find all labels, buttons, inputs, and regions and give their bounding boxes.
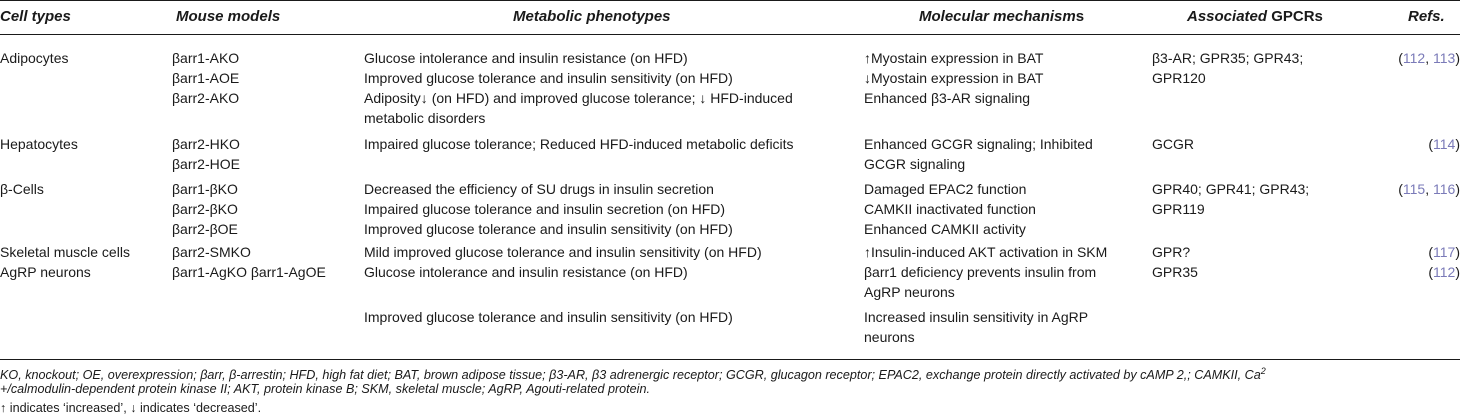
phenotypes-hepatocytes: Impaired glucose tolerance; Reduced HFD-induced metabolic deficits xyxy=(364,136,794,152)
phenotypes-agrp-neurons: Glucose intolerance and insulin resistance (on HFD) Improved glucose tolerance and insulin sensitivity (on HFD) xyxy=(364,264,733,325)
gpcrs-agrp-neurons: GPR35 xyxy=(1152,264,1198,280)
ref-link-117[interactable]: 117 xyxy=(1433,244,1456,260)
phenotypes-skeletal-muscle: Mild improved glucose tolerance and insulin sensitivity (on HFD) xyxy=(364,244,762,260)
refs-agrp-neurons: (112) xyxy=(1428,264,1460,280)
models-skeletal-muscle: βarr2-SMKO xyxy=(172,244,251,260)
refs-hepatocytes: (114) xyxy=(1428,136,1460,152)
cell-type-hepatocytes: Hepatocytes xyxy=(0,136,78,152)
mechanisms-beta-cells: Damaged EPAC2 function CAMKII inactivated function Enhanced CAMKII activity xyxy=(864,181,1036,237)
header-cell-types: Cell types xyxy=(0,8,71,25)
cell-type-skeletal-muscle: Skeletal muscle cells xyxy=(0,244,130,260)
phenotypes-adipocytes: Glucose intolerance and insulin resistance (on HFD) Improved glucose tolerance and insulin sensitivity (on HFD) Adiposity↓ (on HFD) and improved glucose tolerance; ↓ HFD-induced metabolic disorders xyxy=(364,50,793,126)
models-hepatocytes: βarr2-HKO βarr2-HOE xyxy=(172,136,240,172)
models-agrp-neurons: βarr1-AgKO βarr1-AgOE xyxy=(172,264,326,280)
ref-link-116[interactable]: 116 xyxy=(1433,181,1456,197)
footnote-abbreviations-line2: +/calmodulin-dependent protein kinase II; AKT, protein kinase B; SKM, skeletal muscle; AgRP, Agouti-related protein. xyxy=(0,382,650,396)
gpcrs-skeletal-muscle: GPR? xyxy=(1152,244,1191,260)
cell-type-adipocytes: Adipocytes xyxy=(0,50,69,66)
footnote-abbreviations-line1: KO, knockout; OE, overexpression; βarr, β-arrestin; HFD, high fat diet; BAT, brown adipose tissue; β3-AR, β3 adrenergic receptor; GCGR, glucagon receptor; EPAC2, exchange protein directly activated by cAMP 2,; CAMKII, Ca$^2$ xyxy=(0,366,1266,383)
header-metabolic-phenotypes: Metabolic phenotypes xyxy=(513,8,671,25)
gpcrs-adipocytes: β3-AR; GPR35; GPR43; GPR120 xyxy=(1152,50,1304,86)
models-adipocytes: βarr1-AKO βarr1-AOE βarr2-AKO xyxy=(172,50,240,106)
ref-link-112[interactable]: 112 xyxy=(1402,50,1426,66)
phenotypes-beta-cells: Decreased the efficiency of SU drugs in insulin secretion Impaired glucose tolerance and insulin secretion (on HFD) Improved glucose tolerance and insulin sensitivity (on HFD) xyxy=(364,181,733,237)
table-top-rule xyxy=(0,0,1460,1)
models-beta-cells: βarr1-βKO βarr2-βKO βarr2-βOE xyxy=(172,181,238,237)
cell-type-agrp-neurons: AgRP neurons xyxy=(0,264,91,280)
header-bottom-rule xyxy=(0,34,1460,35)
header-mouse-models: Mouse models xyxy=(176,8,281,25)
refs-skeletal-muscle: (117) xyxy=(1428,244,1460,260)
ref-link-114[interactable]: 114 xyxy=(1433,136,1456,152)
header-molecular-mechanisms: Molecular mechanisms xyxy=(919,8,1085,25)
mechanisms-agrp-neurons: βarr1 deficiency prevents insulin from AgRP neurons Increased insulin sensitivity in AgRP neurons xyxy=(864,264,1097,345)
mechanisms-hepatocytes: Enhanced GCGR signaling; Inhibited GCGR signaling xyxy=(864,136,1093,172)
refs-beta-cells: (115, 116) xyxy=(1398,181,1460,197)
ref-link-113[interactable]: 113 xyxy=(1433,50,1456,66)
ref-link-112b[interactable]: 112 xyxy=(1433,264,1456,280)
mechanisms-adipocytes: ↑Myostain expression in BAT ↓Myostain expression in BAT Enhanced β3-AR signaling xyxy=(864,50,1044,106)
gpcrs-hepatocytes: GCGR xyxy=(1152,136,1194,152)
cell-type-beta-cells: β-Cells xyxy=(0,181,44,197)
mechanisms-skeletal-muscle: ↑Insulin-induced AKT activation in SKM xyxy=(864,244,1108,260)
header-refs: Refs. xyxy=(1408,8,1445,25)
table-bottom-rule xyxy=(0,359,1460,360)
header-associated-gpcrs: Associated GPCRs xyxy=(1187,8,1323,25)
ref-link-115[interactable]: 115 xyxy=(1402,181,1426,197)
footnote-arrows: ↑ indicates ‘increased’, ↓ indicates ‘decreased’. xyxy=(0,401,262,415)
refs-adipocytes: (112, 113) xyxy=(1398,50,1460,66)
gpcrs-beta-cells: GPR40; GPR41; GPR43; GPR119 xyxy=(1152,181,1310,217)
